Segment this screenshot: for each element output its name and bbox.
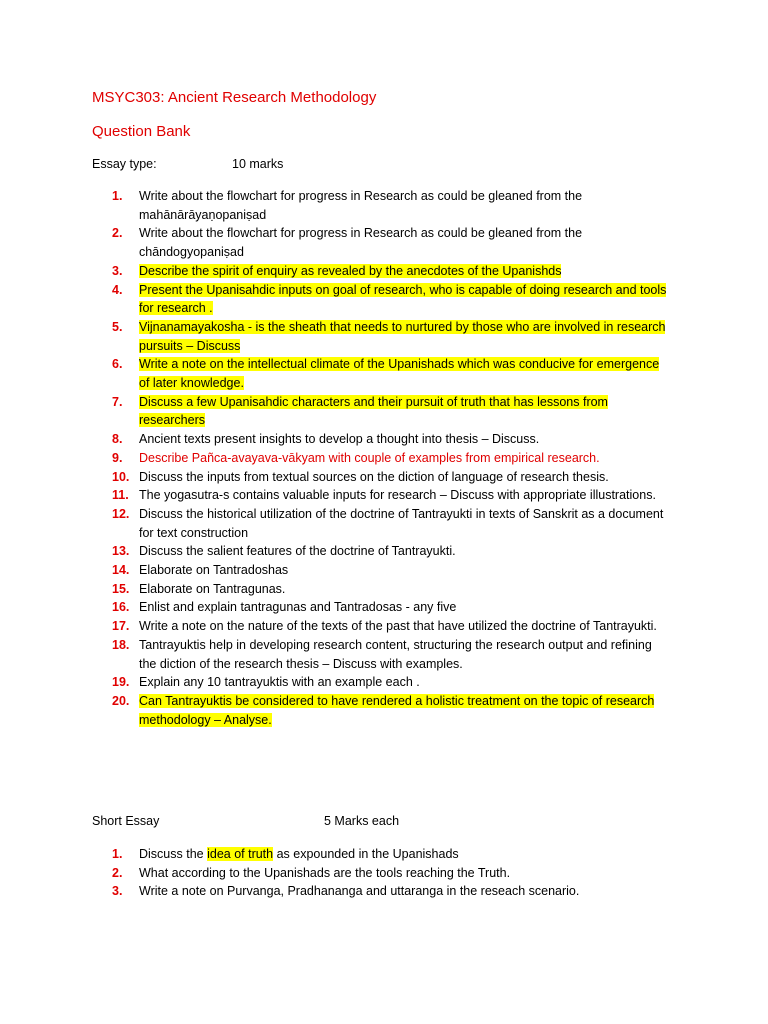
question-text: Write a note on the intellectual climate of the Upanishads which was conducive for emergence of later knowledge. <box>139 357 660 391</box>
essay-question <box>112 542 672 561</box>
short-question <box>112 882 672 901</box>
question-text: Write about the flowchart for progress in Research as could be gleaned from the mahānārāyaṇopaniṣad <box>139 189 583 222</box>
question-number: 7. <box>112 394 123 409</box>
question-text: Write a note on the nature of the texts of the past that have utilized the doctrine of Tantrayukti. <box>139 619 657 634</box>
essay-question <box>112 281 672 318</box>
question-number: 14. <box>112 563 130 578</box>
question-text: Discuss the historical utilization of the doctrine of Tantrayukti in texts of Sanskrit as a document for text construction <box>139 506 664 540</box>
question-number: 1. <box>112 189 123 203</box>
essay-question <box>112 561 672 580</box>
question-text-before: Discuss the <box>139 847 208 861</box>
question-number: 18. <box>112 637 130 652</box>
question-text: Explain any 10 tantrayuktis with an example each . <box>139 675 420 690</box>
question-number: 10. <box>112 469 130 484</box>
question-text: Enlist and explain tantragunas and Tantradosas - any five <box>139 600 457 615</box>
question-number: 8. <box>112 432 123 447</box>
question-text: Describe Pañca-avayava-vākyam with couple of examples from empirical research. <box>139 450 600 465</box>
essay-question <box>112 262 672 281</box>
essay-question-list <box>112 187 672 729</box>
question-number: 5. <box>112 319 123 334</box>
question-number: 4. <box>112 282 123 297</box>
short-question-list <box>112 845 672 901</box>
short-question <box>112 864 672 883</box>
question-number: 3. <box>112 263 123 278</box>
question-text: Describe the spirit of enquiry as revealed by the anecdotes of the Upanishds <box>139 263 562 278</box>
question-number: 16. <box>112 600 130 615</box>
essay-question <box>112 598 672 617</box>
question-text: Write about the flowchart for progress in Research as could be gleaned from the chāndogyopaniṣad <box>139 226 583 260</box>
essay-question <box>112 355 672 392</box>
question-number: 17. <box>112 619 130 634</box>
essay-type-label: Essay type: <box>92 157 157 171</box>
question-text-after: as expounded in the Upanishads <box>273 847 459 861</box>
question-text: Elaborate on Tantragunas. <box>139 581 286 596</box>
question-text: Discuss the salient features of the doctrine of Tantrayukti. <box>139 544 456 559</box>
essay-question <box>112 187 672 224</box>
question-number: 13. <box>112 544 130 559</box>
essay-question <box>112 580 672 599</box>
essay-question <box>112 224 672 261</box>
question-number: 2. <box>112 865 123 880</box>
question-number: 1. <box>112 847 123 861</box>
essay-question <box>112 692 672 729</box>
question-number: 20. <box>112 693 130 708</box>
essay-question <box>112 449 672 468</box>
essay-question <box>112 673 672 692</box>
essay-marks-label: 10 marks <box>232 157 284 171</box>
question-text: Tantrayuktis help in developing research content, structuring the research output and refining the diction of the research thesis – Discuss with examples. <box>139 637 652 671</box>
question-text: Vijnanamayakosha - is the sheath that needs to nurtured by those who are involved in research pursuits – Discuss <box>139 319 666 353</box>
essay-question <box>112 505 672 542</box>
question-text: Write a note on Purvanga, Pradhananga and uttaranga in the reseach scenario. <box>139 884 580 899</box>
essay-question <box>112 318 672 355</box>
page-subtitle: Question Bank <box>92 123 191 140</box>
essay-question <box>112 636 672 673</box>
page-title: MSYC303: Ancient Research Methodology <box>92 89 377 106</box>
question-number: 12. <box>112 506 130 521</box>
question-text: Discuss the inputs from textual sources on the diction of language of research thesis. <box>139 469 609 484</box>
essay-question <box>112 430 672 449</box>
essay-question <box>112 468 672 487</box>
question-text: Elaborate on Tantradoshas <box>139 563 289 578</box>
question-number: 19. <box>112 675 130 690</box>
essay-question <box>112 617 672 636</box>
question-number: 15. <box>112 581 130 596</box>
essay-question <box>112 486 672 505</box>
short-type-label: Short Essay <box>92 814 160 828</box>
essay-question <box>112 393 672 430</box>
short-question <box>112 845 672 864</box>
question-text: Discuss a few Upanisahdic characters and their pursuit of truth that has lessons from researchers <box>139 394 608 428</box>
question-text: Ancient texts present insights to develop a thought into thesis – Discuss. <box>139 432 540 447</box>
question-number: 3. <box>112 884 123 899</box>
question-text: Present the Upanisahdic inputs on goal of research, who is capable of doing research and tools for research . <box>139 282 667 316</box>
question-text: The yogasutra-s contains valuable inputs for research – Discuss with appropriate illustrations. <box>139 488 656 503</box>
question-number: 6. <box>112 357 123 372</box>
question-number: 9. <box>112 450 123 465</box>
question-number: 11. <box>112 488 129 503</box>
question-number: 2. <box>112 226 123 241</box>
question-text: Can Tantrayuktis be considered to have rendered a holistic treatment on the topic of research methodology – Analyse. <box>139 693 655 727</box>
question-text-highlight: idea of truth <box>207 847 274 861</box>
question-text: What according to the Upanishads are the tools reaching the Truth. <box>139 865 511 880</box>
short-marks-label: 5 Marks each <box>324 814 400 828</box>
